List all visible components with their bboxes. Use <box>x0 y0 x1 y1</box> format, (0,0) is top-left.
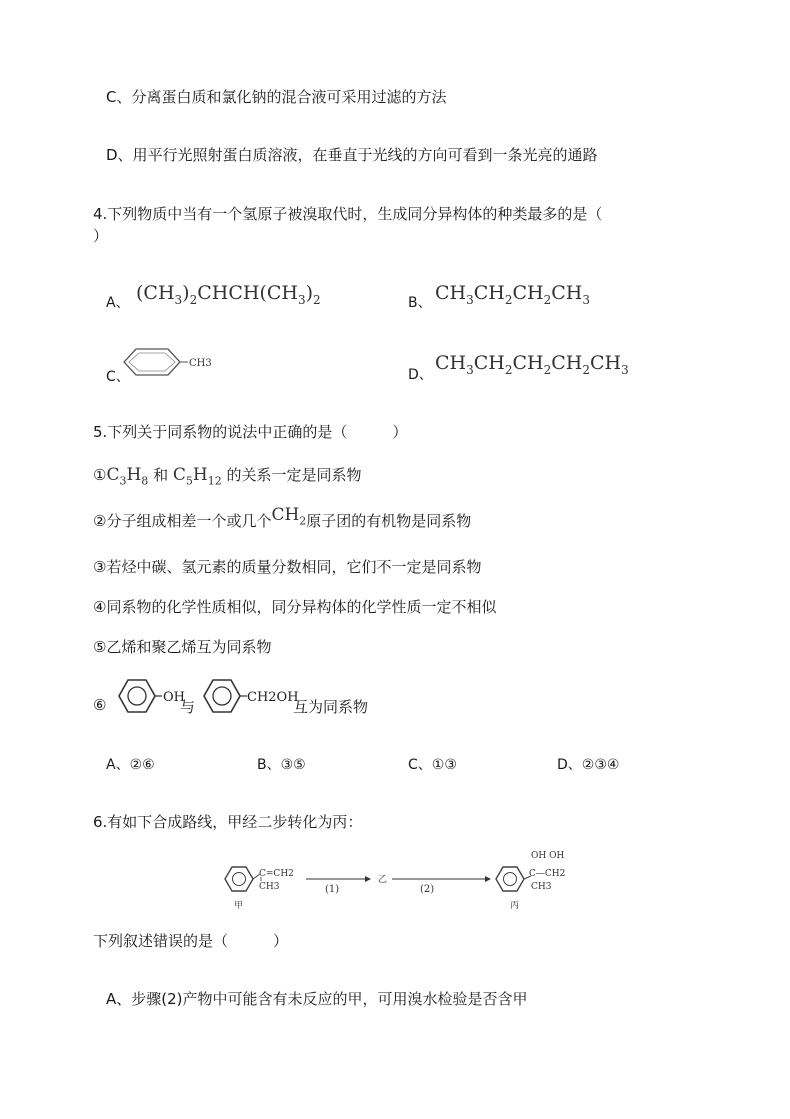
q5-statement-2: ②分子组成相差一个或几个$CH_2$原子团的有机物是同系物 <box>93 505 472 530</box>
q5-statement-4: ④同系物的化学性质相似，同分异构体的化学性质一定不相似 <box>93 598 497 616</box>
bing-sub2: CH3 <box>531 882 552 892</box>
q5-option-a: A、②⑥ <box>106 757 155 773</box>
jia-sub1: C=CH2 <box>259 869 294 879</box>
phenol-structure <box>110 676 185 716</box>
phenol-oh-label: OH <box>163 690 185 705</box>
q4-stem-line2: ） <box>93 227 109 245</box>
q5-statement-6-prefix: ⑥ <box>93 696 107 714</box>
formula-ch2: $CH_2$ <box>271 505 307 528</box>
toluene-ch3-label: CH3 <box>189 358 212 369</box>
q3-option-d: D、用平行光照射蛋白质溶液，在垂直于光线的方向可看到一条光亮的通路 <box>106 146 598 164</box>
step1-label: (1) <box>325 884 340 895</box>
q5-statement-3: ③若烃中碳、氢元素的质量分数相同，它们不一定是同系物 <box>93 558 482 576</box>
jia-label: 甲 <box>234 901 244 911</box>
q5-statement-5: ⑤乙烯和聚乙烯互为同系物 <box>93 638 272 656</box>
q5-statement-6-suffix: 互为同系物 <box>293 698 369 716</box>
s1-suffix: 的关系一定是同系物 <box>226 466 362 484</box>
q4-option-d-formula: $CH_3CH_2CH_2CH_2CH_3$ <box>435 352 629 377</box>
q4-stem-line1: 4.下列物质中当有一个氢原子被溴取代时，生成同分异构体的种类最多的是（ <box>93 205 603 223</box>
q4-option-a-label: A、 <box>106 295 130 311</box>
q6-option-a: A、步骤(2)产物中可能含有未反应的甲，可用溴水检验是否含甲 <box>106 990 528 1008</box>
bing-sub1: C—CH2 <box>529 869 566 879</box>
q4-option-c-label: C、 <box>106 369 130 385</box>
q6-stem: 6.有如下合成路线，甲经二步转化为丙： <box>93 813 363 831</box>
formula-c5h12: $C_5H_{12}$ <box>172 465 222 488</box>
q6-question: 下列叙述错误的是（ ） <box>93 932 289 950</box>
benzyl-ch2oh-label: CH2OH <box>247 690 299 705</box>
s1-prefix: ① <box>93 466 107 484</box>
toluene-structure <box>124 345 224 379</box>
jia-sub2: CH3 <box>259 882 280 892</box>
bing-label: 丙 <box>510 901 520 911</box>
q5-option-c: C、①③ <box>408 757 457 773</box>
yi-label: 乙 <box>378 875 388 885</box>
q5-stem: 5.下列关于同系物的说法中正确的是（ ） <box>93 423 408 441</box>
synthesis-scheme <box>220 846 570 912</box>
q4-option-a-formula: $(CH_3)_2CHCH(CH_3)_2$ <box>136 282 321 307</box>
formula-c3h8: $C_3H_8$ <box>106 465 149 488</box>
s1-and: 和 <box>153 466 169 484</box>
q5-option-b: B、③⑤ <box>257 757 306 773</box>
benzyl-alcohol-structure <box>195 676 299 716</box>
step2-label: (2) <box>420 884 435 895</box>
q4-option-b-formula: $CH_3CH_2CH_2CH_3$ <box>435 282 590 307</box>
q4-option-b-label: B、 <box>408 295 432 311</box>
q4-option-d-label: D、 <box>408 367 433 383</box>
q5-statement-6-and: 与 <box>180 698 196 716</box>
q3-option-c: C、分离蛋白质和氯化钠的混合液可采用过滤的方法 <box>106 88 447 106</box>
q5-option-d: D、②③④ <box>557 757 620 773</box>
bing-top: OH OH <box>531 851 565 861</box>
q5-statement-1 <box>93 464 362 487</box>
